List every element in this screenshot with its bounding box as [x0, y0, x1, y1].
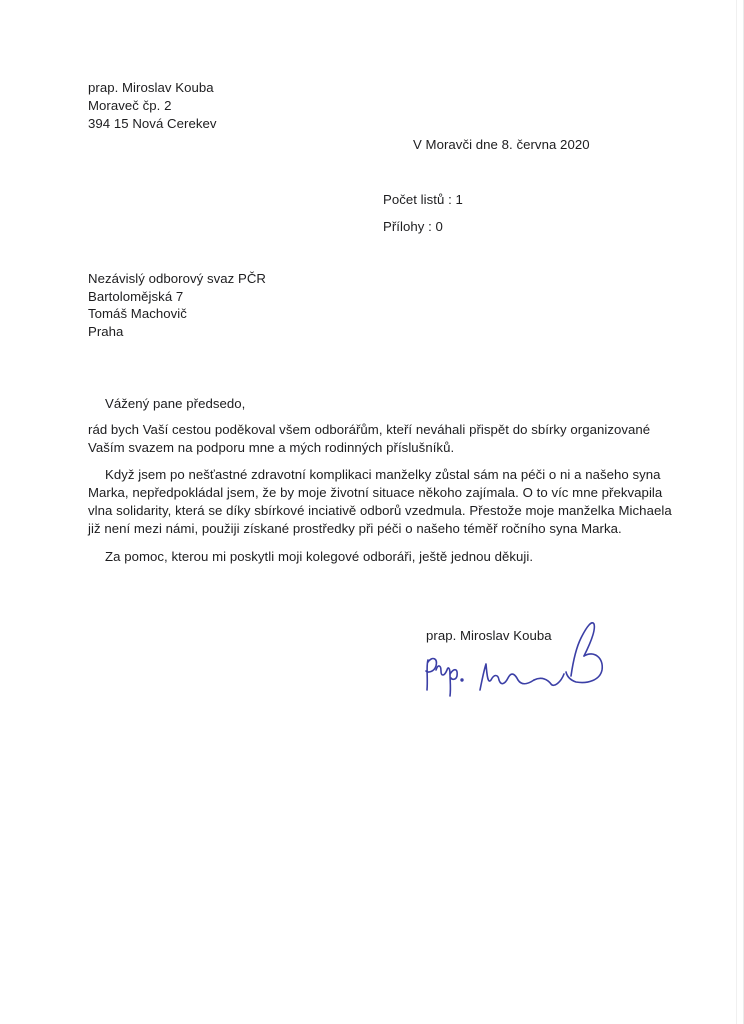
closing-line: Za pomoc, kterou mi poskytli moji kolegové odboráři, ještě jednou děkuji.	[105, 549, 534, 564]
recipient-city: Praha	[88, 324, 124, 339]
recipient-organization: Nezávislý odborový svaz PČR	[88, 271, 266, 286]
recipient-street: Bartolomějská 7	[88, 289, 184, 304]
handwritten-signature	[414, 610, 614, 710]
sheet-count: Počet listů : 1	[383, 192, 463, 207]
sender-city: 394 15 Nová Cerekev	[88, 116, 217, 131]
recipient-person: Tomáš Machovič	[88, 306, 187, 321]
sender-name: prap. Miroslav Kouba	[88, 80, 214, 95]
paragraph2-line2: Marka, nepředpokládal jsem, že by moje životní situace někoho zajímala. O to víc mne překvapila	[88, 485, 663, 500]
paragraph1-line1: rád bych Vaší cestou poděkoval všem odborářům, kteří neváhali přispět do sbírky organizované	[88, 422, 651, 437]
attachment-count: Přílohy : 0	[383, 219, 443, 234]
salutation: Vážený pane předsedo,	[105, 396, 246, 411]
paragraph2-line4: již není mezi námi, použiji získané prostředky při péči o našeho téměř ročního syna Marka.	[88, 521, 622, 536]
place-date: V Moravči dne 8. června 2020	[413, 137, 590, 152]
paragraph2-line1: Když jsem po nešťastné zdravotní komplikaci manželky zůstal sám na péči o ni a našeho syna	[105, 467, 661, 482]
sender-street: Moraveč čp. 2	[88, 98, 172, 113]
signature-name: prap. Miroslav Kouba	[426, 628, 552, 643]
paragraph1-line2: Vaším svazem na podporu mne a mých rodinných příslušníků.	[88, 440, 455, 455]
paragraph2-line3: vlna solidarity, která se díky sbírkové inciativě odborů vzedmula. Přestože moje manželka Michaela	[88, 503, 672, 518]
